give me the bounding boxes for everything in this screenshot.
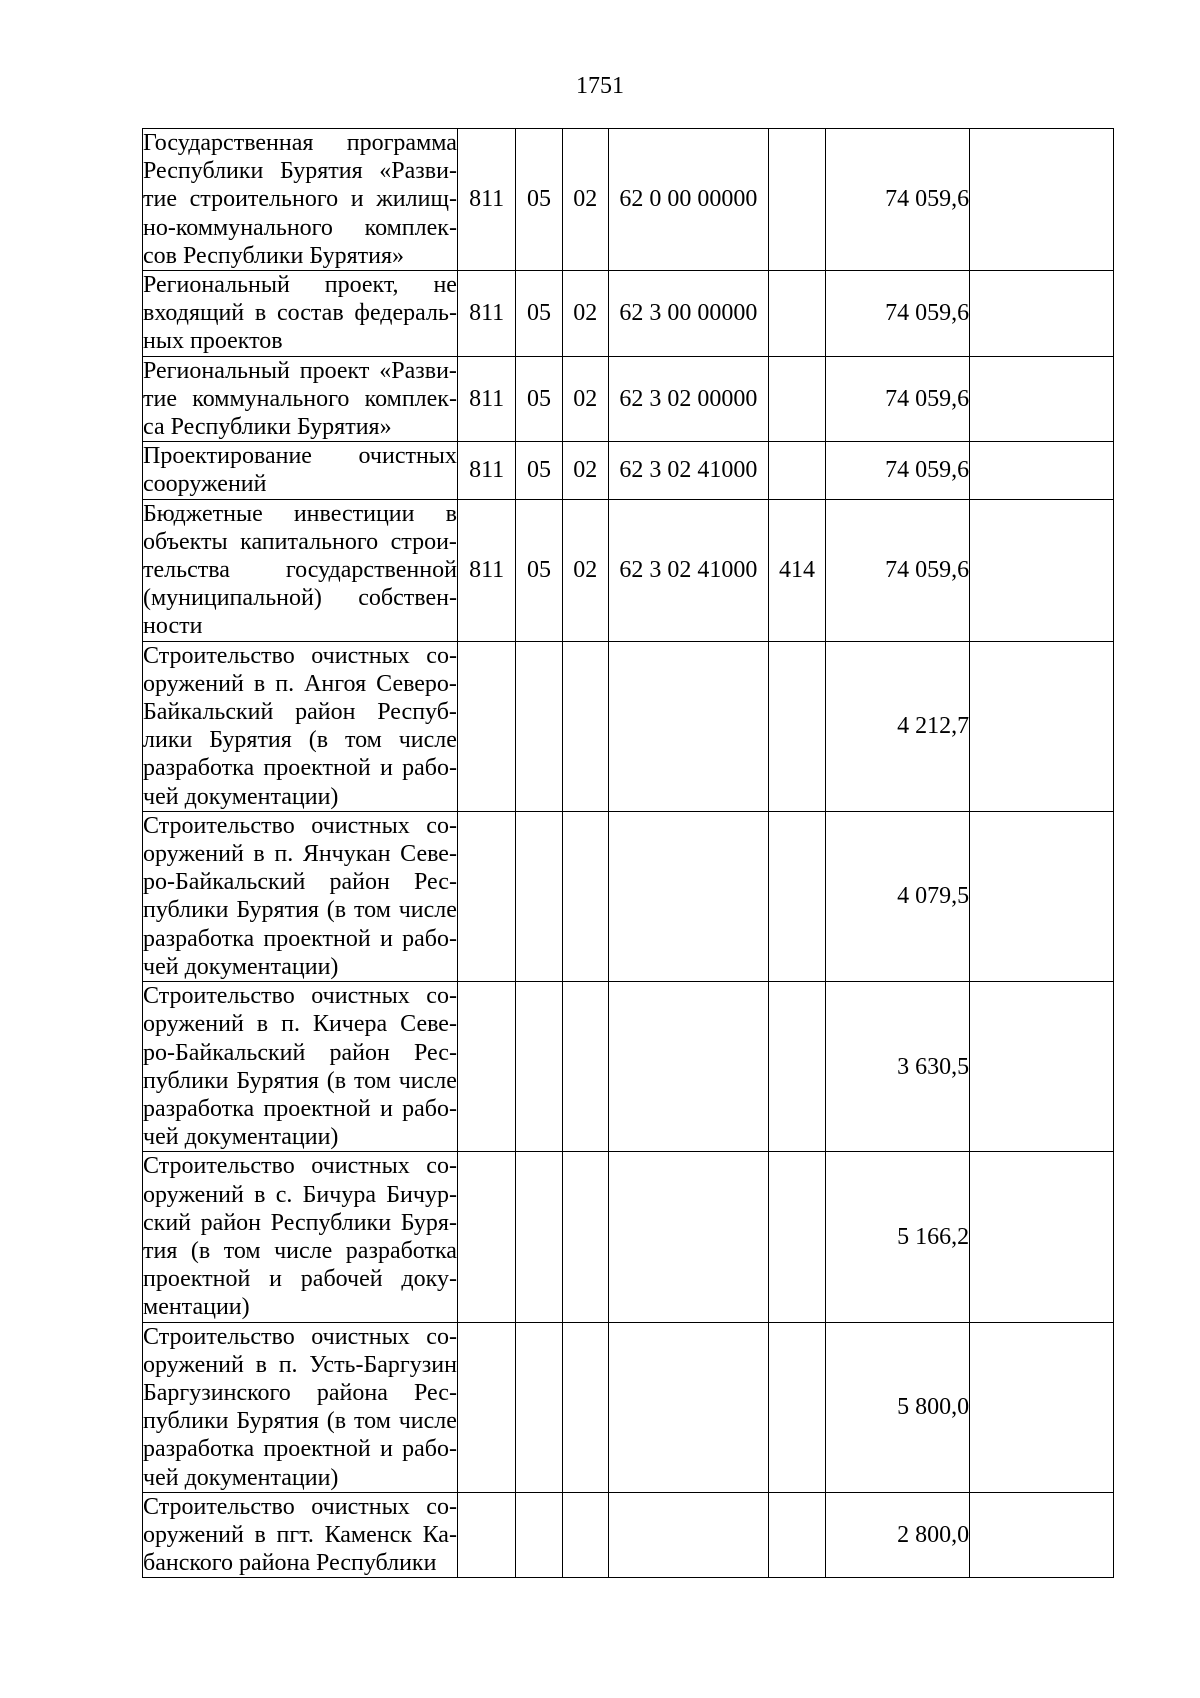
item-name-line: оружений в с. Бичура Бичур- — [143, 1181, 457, 1208]
cell-subsection-code — [562, 1322, 608, 1492]
item-name-line: тие коммунального комплек- — [143, 385, 457, 412]
cell-target-article: 62 3 02 41000 — [608, 442, 768, 499]
table-row — [143, 641, 1114, 811]
cell-subsection-code: 02 — [562, 271, 608, 357]
cell-target-article — [608, 982, 768, 1152]
item-name-line: разработка проектной и рабо- — [143, 1436, 457, 1463]
item-name-line: оружений в пгт. Каменск Ка- — [143, 1521, 457, 1548]
cell-subsection-code — [562, 1152, 608, 1322]
cell-amount: 3 630,5 — [826, 982, 970, 1152]
cell-section-code: 05 — [516, 356, 562, 442]
cell-grbs-code: 811 — [457, 129, 515, 271]
cell-grbs-code: 811 — [457, 442, 515, 499]
cell-amount: 4 212,7 — [826, 641, 970, 811]
cell-extra — [970, 442, 1114, 499]
item-name-line: чей документации) — [143, 1124, 339, 1151]
cell-section-code — [516, 811, 562, 981]
cell-target-article — [608, 1152, 768, 1322]
cell-section-code: 05 — [516, 271, 562, 357]
cell-subsection-code: 02 — [562, 499, 608, 641]
table-row — [143, 982, 1114, 1152]
cell-subsection-code: 02 — [562, 356, 608, 442]
cell-target-article — [608, 1492, 768, 1578]
cell-target-article: 62 3 02 41000 — [608, 499, 768, 641]
item-name-line: Строительство очистных со- — [143, 1323, 457, 1350]
cell-section-code: 05 — [516, 499, 562, 641]
cell-section-code — [516, 1322, 562, 1492]
cell-grbs-code: 811 — [457, 499, 515, 641]
cell-subsection-code — [562, 982, 608, 1152]
item-name-line: лики Бурятия (в том числе — [143, 727, 457, 754]
item-name-line: Строительство очистных со- — [143, 1153, 457, 1180]
item-name-line: но-коммунального комплек- — [143, 214, 457, 241]
item-name-line: оружений в п. Кичера Севе- — [143, 1011, 457, 1038]
cell-target-article: 62 0 00 00000 — [608, 129, 768, 271]
cell-amount: 5 800,0 — [826, 1322, 970, 1492]
item-name-line: тельства государственной — [143, 557, 457, 584]
item-name-line: входящий в состав федераль- — [143, 300, 457, 327]
item-name-line: Региональный проект «Разви- — [143, 357, 457, 384]
cell-expense-type — [768, 129, 825, 271]
item-name-line: тие строительного и жилищ- — [143, 186, 457, 213]
cell-target-article — [608, 641, 768, 811]
item-name-line: Строительство очистных со- — [143, 812, 457, 839]
item-name-line: Государственная программа — [143, 130, 457, 156]
cell-grbs-code — [457, 811, 515, 981]
cell-amount: 74 059,6 — [826, 356, 970, 442]
cell-expense-type — [768, 356, 825, 442]
item-name-line: Проектирование очистных — [143, 443, 457, 470]
item-name-line: публики Бурятия (в том числе — [143, 1067, 457, 1094]
cell-extra — [970, 1152, 1114, 1322]
cell-subsection-code: 02 — [562, 129, 608, 271]
cell-expense-type — [768, 641, 825, 811]
item-name-line: чей документации) — [143, 953, 339, 980]
item-name-line: Строительство очистных со- — [143, 1493, 457, 1520]
item-name-line: оружений в п. Янчукан Севе- — [143, 841, 457, 868]
cell-item-name — [143, 129, 458, 271]
table-row — [143, 356, 1114, 442]
budget-table — [142, 128, 1114, 1578]
cell-target-article — [608, 811, 768, 981]
table-row — [143, 129, 1114, 271]
cell-extra — [970, 356, 1114, 442]
cell-target-article — [608, 1322, 768, 1492]
cell-item-name — [143, 499, 458, 641]
cell-amount: 74 059,6 — [826, 271, 970, 357]
item-name-line: ский район Республики Буря- — [143, 1209, 457, 1236]
item-name-line: ных проектов — [143, 328, 283, 355]
cell-extra — [970, 271, 1114, 357]
cell-item-name — [143, 442, 458, 499]
cell-extra — [970, 499, 1114, 641]
item-name-line: чей документации) — [143, 783, 339, 810]
table-row — [143, 811, 1114, 981]
item-name-line: (муниципальной) собствен- — [143, 585, 457, 612]
item-name-line: Баргузинского района Рес- — [143, 1379, 457, 1406]
cell-extra — [970, 1322, 1114, 1492]
item-name-line: оружений в п. Ангоя Северо- — [143, 670, 457, 697]
cell-section-code: 05 — [516, 129, 562, 271]
table-row — [143, 1492, 1114, 1578]
item-name-line: Региональный проект, не — [143, 272, 457, 299]
cell-item-name — [143, 641, 458, 811]
item-name-line: сооружений — [143, 471, 267, 498]
item-name-line: чей документации) — [143, 1464, 339, 1491]
item-name-line: ро-Байкальский район Рес- — [143, 1039, 457, 1066]
item-name-line: тия (в том числе разработка — [143, 1237, 457, 1264]
cell-section-code — [516, 982, 562, 1152]
cell-amount: 74 059,6 — [826, 442, 970, 499]
table-row — [143, 1152, 1114, 1322]
cell-item-name — [143, 982, 458, 1152]
table-row — [143, 271, 1114, 357]
cell-extra — [970, 641, 1114, 811]
cell-subsection-code — [562, 1492, 608, 1578]
cell-expense-type — [768, 1322, 825, 1492]
cell-amount: 4 079,5 — [826, 811, 970, 981]
cell-grbs-code — [457, 1322, 515, 1492]
table-body — [143, 129, 1114, 1578]
cell-grbs-code — [457, 1492, 515, 1578]
cell-section-code — [516, 641, 562, 811]
table-row — [143, 442, 1114, 499]
cell-expense-type — [768, 982, 825, 1152]
item-name-line: ментации) — [143, 1294, 250, 1321]
cell-subsection-code: 02 — [562, 442, 608, 499]
cell-expense-type — [768, 811, 825, 981]
cell-section-code: 05 — [516, 442, 562, 499]
table-row — [143, 499, 1114, 641]
item-name-line: Республики Бурятия «Разви- — [143, 158, 457, 185]
item-name-line: разработка проектной и рабо- — [143, 925, 457, 952]
cell-target-article: 62 3 02 00000 — [608, 356, 768, 442]
cell-extra — [970, 982, 1114, 1152]
item-name-line: оружений в п. Усть-Баргузин — [143, 1351, 457, 1378]
item-name-line: ро-Байкальский район Рес- — [143, 869, 457, 896]
cell-expense-type: 414 — [768, 499, 825, 641]
cell-subsection-code — [562, 641, 608, 811]
cell-grbs-code — [457, 1152, 515, 1322]
cell-extra — [970, 1492, 1114, 1578]
cell-expense-type — [768, 442, 825, 499]
cell-extra — [970, 129, 1114, 271]
cell-item-name — [143, 1322, 458, 1492]
page-number: 1751 — [576, 73, 624, 99]
item-name-line: сов Республики Бурятия» — [143, 242, 404, 269]
cell-grbs-code: 811 — [457, 271, 515, 357]
cell-amount: 74 059,6 — [826, 129, 970, 271]
item-name-line: Строительство очистных со- — [143, 642, 457, 669]
cell-section-code — [516, 1152, 562, 1322]
item-name-line: объекты капитального строи- — [143, 528, 457, 555]
cell-item-name — [143, 1492, 458, 1578]
cell-grbs-code: 811 — [457, 356, 515, 442]
item-name-line: разработка проектной и рабо- — [143, 755, 457, 782]
cell-item-name — [143, 356, 458, 442]
item-name-line: Строительство очистных со- — [143, 983, 457, 1010]
cell-extra — [970, 811, 1114, 981]
cell-section-code — [516, 1492, 562, 1578]
cell-amount: 2 800,0 — [826, 1492, 970, 1578]
cell-target-article: 62 3 00 00000 — [608, 271, 768, 357]
cell-item-name — [143, 271, 458, 357]
item-name-line: публики Бурятия (в том числе — [143, 897, 457, 924]
item-name-line: Бюджетные инвестиции в — [143, 500, 457, 527]
cell-subsection-code — [562, 811, 608, 981]
item-name-line: са Республики Бурятия» — [143, 414, 392, 441]
cell-grbs-code — [457, 641, 515, 811]
cell-item-name — [143, 811, 458, 981]
item-name-line: публики Бурятия (в том числе — [143, 1408, 457, 1435]
cell-expense-type — [768, 271, 825, 357]
cell-expense-type — [768, 1152, 825, 1322]
cell-amount: 74 059,6 — [826, 499, 970, 641]
item-name-line: разработка проектной и рабо- — [143, 1095, 457, 1122]
table-row — [143, 1322, 1114, 1492]
item-name-line: банского района Республики — [143, 1550, 437, 1577]
item-name-line: Байкальский район Респуб- — [143, 699, 457, 726]
cell-grbs-code — [457, 982, 515, 1152]
item-name-line: проектной и рабочей доку- — [143, 1266, 457, 1293]
cell-item-name — [143, 1152, 458, 1322]
cell-amount: 5 166,2 — [826, 1152, 970, 1322]
cell-expense-type — [768, 1492, 825, 1578]
item-name-line: ности — [143, 613, 203, 640]
